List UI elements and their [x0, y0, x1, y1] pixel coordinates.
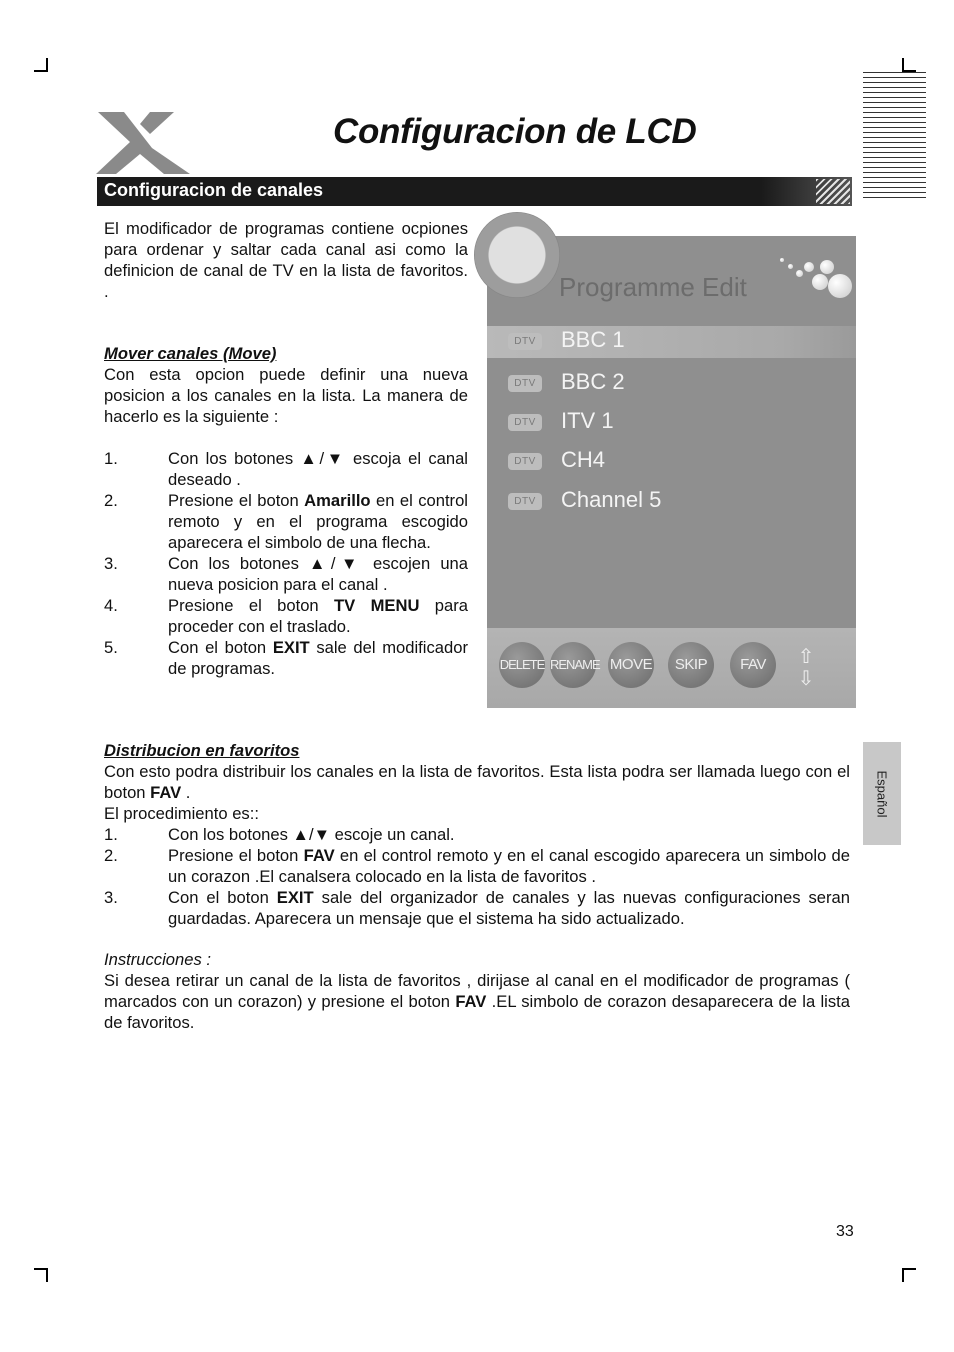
language-tab-label: Español — [874, 770, 890, 817]
fav-step-number: 3. — [104, 888, 118, 907]
move-step-1 — [104, 448, 468, 490]
move-paragraph: Con esta opcion puede definir una nueva posicion a los canales en la lista. La manera de hacerlo es la siguiente : — [104, 365, 468, 426]
fav-step-2 — [104, 845, 850, 887]
crop-mark-top-left — [34, 58, 48, 72]
channel-name: CH4 — [561, 447, 606, 472]
crop-mark-bottom-right — [902, 1268, 916, 1282]
move-step-number: 4. — [104, 596, 118, 615]
fav-procedure: El procedimiento es:: — [104, 804, 259, 823]
section-title: Configuracion de canales — [104, 180, 324, 200]
dtv-badge: DTV — [508, 414, 542, 431]
page-title: Configuracion de LCD — [333, 112, 697, 151]
move-heading: Mover canales (Move) — [104, 344, 277, 363]
channel-name: BBC 2 — [561, 369, 625, 394]
channel-name: ITV 1 — [561, 408, 614, 433]
move-step-number: 2. — [104, 491, 118, 510]
crop-mark-bottom-left — [34, 1268, 48, 1282]
move-step-text: Con los botones ▲/▼ escojen una nueva posicion para el canal . — [168, 554, 468, 594]
channel-row — [487, 368, 856, 400]
tv-logo-icon — [474, 212, 560, 298]
channel-row — [487, 326, 856, 358]
fav-step-3 — [104, 887, 850, 929]
page-number: 33 — [836, 1223, 854, 1240]
fav-step-number: 1. — [104, 825, 118, 844]
move-step-3 — [104, 553, 468, 595]
up-down-arrows-icon: ⇧ ⇩ — [797, 646, 815, 690]
fav-heading: Distribucion en favoritos — [104, 741, 300, 760]
section-header — [97, 177, 852, 206]
intro-paragraph: El modificador de programas contiene ocpiones para ordenar y saltar cada canal asi como la definicion de canal de TV en la lista de favoritos. . — [104, 219, 468, 301]
move-step-2 — [104, 490, 468, 553]
move-step-number: 3. — [104, 554, 118, 573]
channel-name: BBC 1 — [561, 327, 625, 352]
move-step-text: Presione el boton Amarillo en el control remoto y en el programa escogido aparecera el simbolo de una flecha. — [168, 491, 468, 552]
move-step-text: Presione el boton TV MENU para proceder con el traslado. — [168, 596, 469, 636]
crop-mark-top-right — [902, 58, 916, 72]
tv-button-delete: DELETE — [499, 642, 545, 688]
fav-step-text: Con los botones ▲/▼ escoje un canal. — [168, 825, 455, 844]
instructions-heading: Instrucciones : — [104, 950, 211, 969]
bubbles-decoration — [768, 246, 852, 306]
move-step-number: 1. — [104, 449, 118, 468]
tv-button-move: MOVE — [608, 642, 654, 688]
programme-edit-screenshot — [487, 236, 856, 708]
channel-row — [487, 407, 856, 439]
move-step-4 — [104, 595, 468, 637]
fav-step-1 — [104, 824, 850, 845]
move-step-text: Con los botones ▲/▼ escoja el canal deseado . — [168, 449, 468, 489]
fav-step-number: 2. — [104, 846, 118, 865]
instructions-paragraph: Si desea retirar un canal de la lista de favoritos , dirijase al canal en el modificador de programas ( marcados con un corazon) y presione el boton FAV .EL simbolo de corazon desaparecera de la lista de favoritos. — [104, 971, 850, 1032]
language-tab — [863, 742, 901, 845]
tv-button-fav: FAV — [730, 642, 776, 688]
tv-button-rename: RENAME — [550, 642, 596, 688]
brand-logo-icon — [94, 108, 194, 176]
dtv-badge: DTV — [508, 333, 542, 350]
channel-row — [487, 446, 856, 478]
fav-steps-list — [104, 824, 850, 929]
move-steps-list — [104, 448, 468, 679]
tv-button-skip: SKIP — [668, 642, 714, 688]
move-step-text: Con el boton EXIT sale del modificador de programas. — [168, 638, 468, 678]
section-hatch-decoration — [816, 179, 850, 204]
dtv-badge: DTV — [508, 493, 542, 510]
fav-step-text: Presione el boton FAV en el control remoto y en el canal escogido aparecera un simbolo de un corazon .El canalsera colocado en la lista de favoritos . — [168, 846, 850, 886]
tv-button-bar — [487, 628, 856, 708]
move-step-5 — [104, 637, 468, 679]
fav-step-text: Con el boton EXIT sale del organizador de canales y las nuevas configuraciones seran guardadas. Aparecera un mensaje que el sistema ha sido actualizado. — [168, 888, 850, 928]
channel-row — [487, 486, 856, 518]
channel-name: Channel 5 — [561, 487, 662, 512]
tv-heading: Programme Edit — [559, 272, 747, 302]
dtv-badge: DTV — [508, 453, 542, 470]
fav-paragraph: Con esto podra distribuir los canales en la lista de favoritos. Esta lista podra ser llamada luego con el boton FAV . — [104, 762, 850, 802]
decorative-stripes — [863, 72, 926, 200]
dtv-badge: DTV — [508, 375, 542, 392]
move-step-number: 5. — [104, 638, 118, 657]
